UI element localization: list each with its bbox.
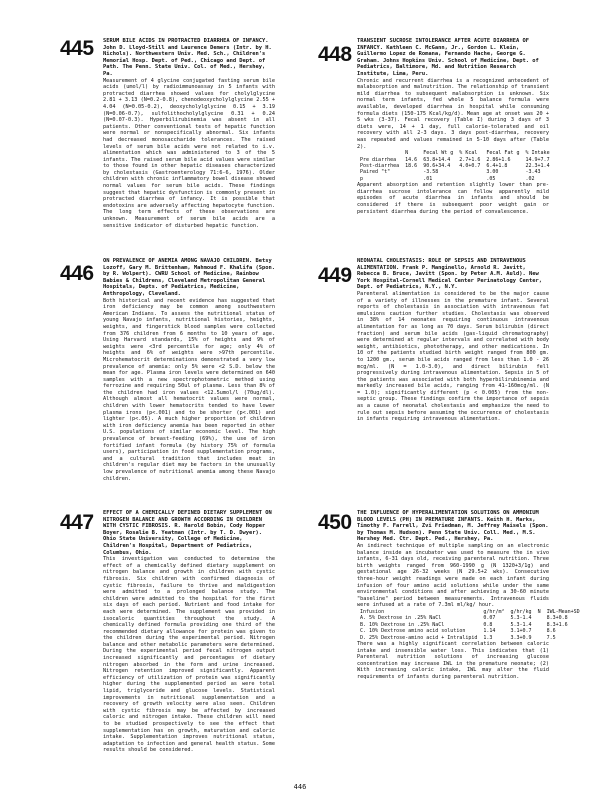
table-row <box>357 635 583 641</box>
table-cell: Infusion <box>360 608 385 615</box>
abstract-number-445: 445 <box>60 37 94 60</box>
table-cell: Post-diarrhea <box>360 162 400 169</box>
table-cell: % Intake <box>525 150 550 157</box>
table-cell: -3.43 <box>525 169 541 176</box>
table-cell: .05 <box>486 175 496 182</box>
table-cell: 7.5 <box>546 634 556 641</box>
abstract-445-header: SERUM BILE ACIDS IN PROTRACTED DIARRHEA OF INFANCY. John D. Lloyd-Still and Laurence Demers (Intr. by H. Nichols). Northwestern Univ. Med. Sch., Children's Memorial Hosp. Dept. of Ped., Chicago and Dept. of Path. The Penn. State Univ. Col. of Med., Hershey, Pa. <box>103 38 276 77</box>
abstract-448 <box>357 38 553 238</box>
table-cell: C. 10% Dextrose amino acid solution <box>360 628 466 635</box>
table-cell: 1.14 <box>483 628 496 635</box>
table-cell: Paired "t" <box>360 169 391 176</box>
abstract-445-body: Measurement of 4 glycine conjugated fasting serum bile acids (umol/l) by radioimmunoassay in 5 infants with protracted diarrhea showed values for cholylglycine 2.81 + 3.13 (N=0.2-0.8), chenodeoxycholylglycine 2.55 + 4.04 (N=0.05-0.2), deoxycholylglycine 0.15 + 3.19 (N=0.06-0.7), sulfolithocholylglycine 0.31 + 0.24 (N=0.07-0.3). Hyperbilirubinemia was absent in all patients. Other conventional tests of hepatic function were normal or nonspecifically abnormal. Six infants had decreased monosaccharide tolerances. The raised levels of serum bile acids were not related to i.v. alimentation which was administered to 3 of the 5 infants. The raised serum bile acid values were similar to those found in other hepatic diseases characterized by cholestasis (Gastroenterology 71:6-6, 1976). Older children with chronic inflammatory bowel disease showed normal values for serum bile acids. These findings suggest that hepatic dysfunction is commonly present in protracted diarrhea of infancy. It is possible that endotoxins are adversely affecting hepatocyte function. The long term effects of these observations are unknown. Measurement of serum bile acids are a sensitive indicator of disturbed hepatic function. <box>103 77 279 229</box>
table-cell: 0.8 <box>483 621 493 628</box>
abstract-number-449: 449 <box>318 264 352 287</box>
page-number: 446 <box>293 783 307 791</box>
table-cell: .01 <box>423 175 433 182</box>
table-cell: 1.3 <box>483 634 493 641</box>
abstract-447-body: This investigation was conducted to determine the effect of a chemically defined dietary supplement on nitrogen balance and growth in children with cystic fibrosis. Six children with confirmed diagnosis of cystic fibrosis, failure to thrive and maldigestion were admitted to a prolonged balance study. The children were admitted to the hospital for the first six days of each period. Nutrient and food intake for each were determined. The supplement was provided in isocaloric quantities throughout the study. A chemically defined formula providing one third of the recommended dietary allowance for protein was given to the children during the experimental period. Nitrogen balance and other metabolic parameters were determined. During the experimental period fecal nitrogen output increased significantly and percentages of dietary nitrogen absorbed in the form and urine increased. Nitrogen retention improved significantly. Apparent efficiency of utilization of protein was significantly higher during the supplemented period as were total lipid, triglyceride and glucose levels. Statistical improvements in nutritional supplementation and a recovery of growth velocity were also seen. Children with cystic fibrosis may be affected by increased caloric and nitrogen intake. These children will need to be studied prospectively to see the effect that supplementation has on growth, maturation and caloric intake. Supplementation improves nutritional status, adaptation to infection and general health status. Some results should be considered. <box>103 556 279 754</box>
abstract-number-450: 450 <box>318 511 352 534</box>
abstract-445 <box>103 38 279 229</box>
table-cell: Fecal Fat g <box>486 150 520 157</box>
table-cell: 5.3-1.4 <box>510 621 532 628</box>
table-cell: .02 <box>525 175 535 182</box>
table-cell: N <box>405 150 409 157</box>
table-cell: 63.8+14.4 <box>423 156 451 163</box>
table-cell: 8.3+0.8 <box>546 615 568 622</box>
table-cell: 18.6 <box>405 162 418 169</box>
abstract-450-body: An indirect technique of multiple sampling on an electronic balance inside an incubator was used to measure the in vivo infants, 6-31 days old, receiving parenteral nutrition. Three birth weights ranged from 960-1990 g (N 1320+3/1g) and gestational age 26-32 weeks (N 29.5+2 wks). Consecutive three-hour weight readings were made on each infant during infusion of four amino acid solutions while under the same environmental conditions and after achieving a 30-60 minute "baseline" period between measurements. Intravenous fluids were infused at a rate of 7.3ml ml/kg/ hour. <box>357 542 553 609</box>
abstract-449-body: Parenteral alimentation is considered to be the major cause of a variety of illnesses in the premature infant. Several reports of cholestasis in association with intravenous fat emulsions caution further studies. Cholestasis was observed in 38% of 14 neonates requiring continuous intravenous alimentation for as long as 70 days. Serum bilirubin (direct fraction) and serum bile acids (gas-liquid chromatography) were determined at regular intervals and correlated with body weight, antibiotics, phototherapy, and other medications. In 10 of the patients studied birth weight ranged from 800 gm. to 1200 gm., serum bile acids ranged from less than 1.0 - 26 mcg/ml. (N = 1.0-3.0), and direct bilirubin fell progressively during intravenous alimentation. Sepsis in 5 of the patients was associated with both hyperbilirubinemia and markedly increased bile acids, ranging from 41-160mcg/ml. (N = 1.0); significantly different (p < 0.005) from the non-septic group. These findings confirm the importance of sepsis as a cause of neonatal cholestasis and emphasize the need to rule out sepsis before assuming the occurrence of cholestasis in infants requiring intravenous alimentation. <box>357 290 553 423</box>
table-cell: 14.6 <box>405 156 418 163</box>
table-cell: 14.9+7.7 <box>525 156 550 163</box>
table-cell: 4.0+0.7 <box>459 162 481 169</box>
table-cell: 3.00 <box>486 169 499 176</box>
table-cell: N <box>537 608 541 615</box>
abstract-449 <box>357 258 553 488</box>
abstract-448-table-caption: Apparent absorption and retention slightly lower than pre-diarrhea sucrose intolerance can follow apparently mild episodes of acute diarrhea in infants and should be considered if there is subsequent poor weight gain or persistent diarrhea during the period of convalescence. <box>357 182 553 215</box>
abstract-number-448: 448 <box>318 43 352 66</box>
abstract-449-header: NEONATAL CHOLESTASIS: ROLE OF SEPSIS AND INTRAVENOUS ALIMENTATION. Frank P. Manginello, Arnold R. Javitt, Rebecca B. Bruce, Javitt (Spon. by Peter A.M. Auld). New York Hospital-Cornell Medical Center Perinatology Center, Dept. of Pediatrics, N.Y., N.Y. <box>357 258 546 291</box>
abstract-446 <box>103 258 279 488</box>
table-cell: g/hr/kg <box>510 608 532 615</box>
table-cell: 3.1+0.7 <box>510 628 532 635</box>
abstract-450-table-caption: There was a highly significant correlation between caloric intake and insensible water loss. This indicates that (1) Parenteral nutrition solutions of increasing glucose concentration may increase IWL in the premature neonate; (2) With increasing caloric intake, IWL may alter the fluid requirements of infants during parenteral nutrition. <box>357 640 553 680</box>
abstract-number-446: 446 <box>60 262 94 285</box>
abstract-446-header: ON PREVALENCE OF ANEMIA AMONG NAVAJO CHILDREN. Betsy Lozoff, Gary M. Brittenham, Mahmoud F. Khalifa (Spon. by R. Wolpert). CWRU School of Medicine, Rainbow Babies & Childrens, Cleveland Metropolitan General Hospitals, Depts. of Pediatrics, Medicine, Anthropology, Cleveland. <box>103 258 279 297</box>
table-cell: 2.86+1.6 <box>486 156 511 163</box>
table-cell: 6.4+1.8 <box>486 162 508 169</box>
table-cell: IWL-Mean+SD <box>546 608 580 615</box>
table-cell: p <box>360 175 364 182</box>
table-cell: 2.7+1.6 <box>459 156 481 163</box>
table-cell: Fecal Wt g <box>423 150 454 157</box>
table-cell: -3.58 <box>423 169 439 176</box>
abstract-448-table <box>357 150 553 182</box>
abstract-450-header: THE INFLUENCE OF HYPERALIMENTATION SOLUTIONS ON AMMONIUM BLOOD LEVELS (PH) IN PREMATURE INFANTS. Keith H. Marks, Timothy F. Farrell, Zvi Friedman, M. Jeffrey Maisels (Spon. by Thomas M. Hudson). Penn State Univ. Coll. Med., M.S. Hershey Med. Ctr. Dept. Ped., Hershey, Pa. <box>357 510 552 543</box>
abstract-447 <box>103 510 279 772</box>
table-cell: 8.3+1.6 <box>546 621 568 628</box>
table-cell: B. 10% Dextrose in .25% NaCl <box>360 621 445 628</box>
table-cell: A. 5% Dextrose in .25% NaCl <box>360 615 442 622</box>
table-cell: D. 25% Dextrose-amino acid + Intralipid <box>360 634 478 641</box>
abstract-448-header: TRANSIENT SUCROSE INTOLERANCE AFTER ACUTE DIARRHEA OF INFANCY. Kathleen C. McGann, Jr., Gordon L. Klein, Guillermo Lopez de Romana, Fernando Hache, George G. Graham. Johns Hopkins Univ. School of Medicine, Dept. of Pediatrics, Baltimore, Md. and Nutrition Research Institute, Lima, Peru. <box>357 38 542 77</box>
table-cell: g/hr/m² <box>483 608 505 615</box>
table-cell: 0.07 <box>483 615 496 622</box>
abstract-450 <box>357 510 580 765</box>
table-cell: 3.3+0.9 <box>510 634 532 641</box>
table-cell: % Kcal <box>459 150 478 157</box>
table-cell: 8.6 <box>546 628 556 635</box>
table-cell: 90.6+34.4 <box>423 162 451 169</box>
table-cell: 22.3+1.4 <box>525 162 550 169</box>
abstract-448-body: Chronic and recurrent diarrhea is a recognized antecedent of malabsorption and malnutrition. The relationship of transient mild diarrhea to subsequent malabsorption is unknown. Six normal term infants, fed whole 5 balance formula were available, developed diarrhea in hospital while consuming formula diets (150-175 Kcal/kg/d). Mean age at onset was 20 + 5 wks (3-37). Fecal recovery (Table I) during 3 days of 3 diets were, 14 + 1 day, full calorie-tolerated and oil recovery with all 2-3 days. 3 days post-diarrhea, recovery was repeated and values remained in 5-10 days after (Table 2). <box>357 77 553 150</box>
abstract-number-447: 447 <box>60 511 94 534</box>
abstract-446-body: Both historical and recent evidence has suggested that iron deficiency may be common among southwestern American Indians. To assess the nutritional status of young Navajo infants, nutritional histories, heights, weights, and fingerstick blood samples were collected from 376 children from 6 months to 10 years of age. Using Harvard standards, 15% of heights and 9% of weights were <3rd percentile for age; only 4% of heights and 6% of weights were >97th percentile. Microhematocrit determinations demonstrated a very low prevalence of anemia: only 5% were <2 S.D. below the mean for age. Plasma iron levels were determined on 640 samples with a new spectrophotometric method using ferrozine and requiring 50ul of plasma. Less than 8% of the children had iron values <12.5umol/l (70ug/dl). Although almost all hematocrit values were normal, children with lower hematocrits tended to have lower plasma irons (p<.001) and to be shorter (p<.001) and lighter (p<.05). A much higher proportion of children with iron deficiency anemia has been reported in other U.S. populations of similar economic level. The high prevalence of breast-feeding (69%), the use of iron fortified infant formula (by history 75% of formula users), participation in food supplementation programs, and a cultural tradition that includes meat in children's regular diet may be factors in the unusually low prevalence of nutritional anemia among these Navajo children. <box>103 297 279 482</box>
table-cell: 5.3-1.4 <box>510 615 532 622</box>
abstract-450-table <box>357 609 583 641</box>
table-cell: Pre diarrhea <box>360 156 397 163</box>
abstract-447-header: EFFECT OF A CHEMICALLY DEFINED DIETARY SUPPLEMENT ON NITROGEN BALANCE AND GROWTH ACCORDING IN CHILDREN WITH CYSTIC FIBROSIS. R. Harold Bobin, Cody Hopper Boyer, Rosalie B. Yeatman (Intr. by T. D. Dwyer). Ohio State University, College of Medicine, Children's Hospital, Department of Pediatrics, Columbus, Ohio. <box>103 510 276 556</box>
